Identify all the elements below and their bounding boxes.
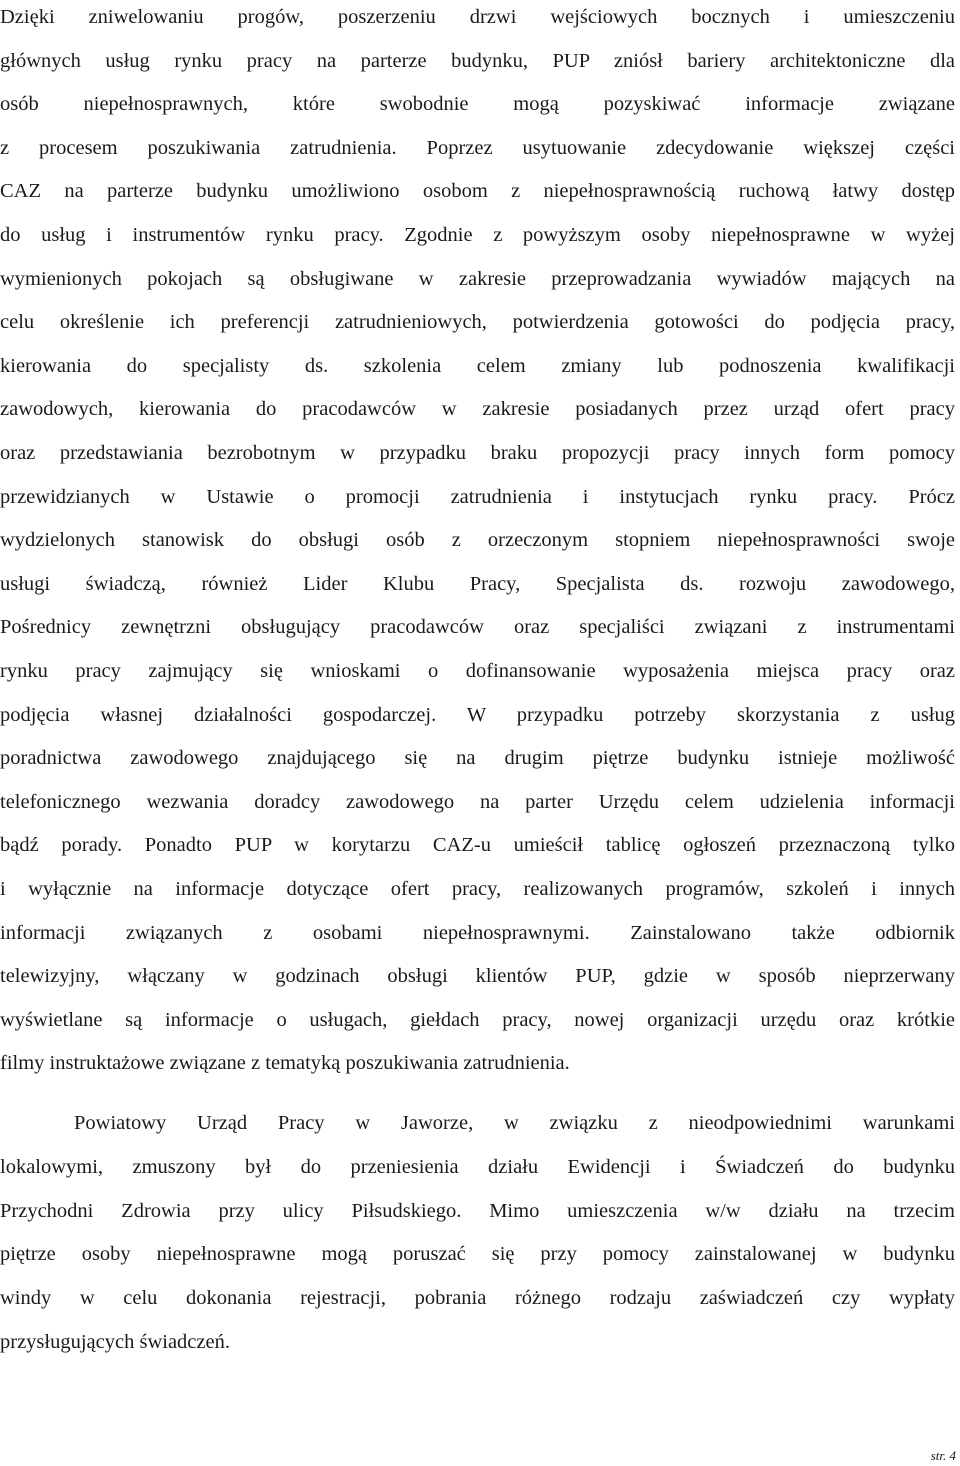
text-line: oraz przedstawiania bezrobotnym w przypadku braku propozycji pracy innych form pomocy: [0, 442, 955, 464]
text-line: telefonicznego wezwania doradcy zawodowego na parter Urzędu celem udzielenia informacji: [0, 790, 955, 813]
text-line: głównych usług rynku pracy na parterze budynku, PUP zniósł bariery architektoniczne dla: [0, 49, 955, 72]
text-line: filmy instruktażowe związane z tematyką poszukiwania zatrudnienia.: [0, 1052, 570, 1075]
text-line: wymienionych pokojach są obsługiwane w zakresie przeprowadzania wywiadów mających na: [0, 267, 955, 290]
text-line: zawodowych, kierowania do pracodawców w zakresie posiadanych przez urząd ofert pracy: [0, 398, 955, 421]
text-line: CAZ na parterze budynku umożliwiono osobom z niepełnosprawnością ruchową łatwy dostęp: [0, 180, 955, 203]
text-line: z procesem poszukiwania zatrudnienia. Poprzez usytuowanie zdecydowanie większej części: [0, 136, 955, 159]
text-line: usługi świadczą, również Lider Klubu Pracy, Specjalista ds. rozwoju zawodowego,: [0, 572, 955, 595]
text-line: podjęcia własnej działalności gospodarczej. W przypadku potrzeby skorzystania z usług: [0, 703, 955, 726]
text-line: do usług i instrumentów rynku pracy. Zgodnie z powyższym osoby niepełnosprawne w wyżej: [0, 224, 955, 246]
text-line: Pośrednicy zewnętrzni obsługujący pracodawców oraz specjaliści związani z instrumentami: [0, 616, 955, 639]
text-line: piętrze osoby niepełnosprawne mogą poruszać się przy pomocy zainstalowanej w budynku: [0, 1243, 955, 1266]
text-line: i wyłącznie na informacje dotyczące ofert pracy, realizowanych programów, szkoleń i innych: [0, 878, 955, 900]
text-line: bądź porady. Ponadto PUP w korytarzu CAZ-u umieścił tablicę ogłoszeń przeznaczoną tylko: [0, 834, 955, 857]
text-line: Przychodni Zdrowia przy ulicy Piłsudskiego. Mimo umieszczenia w/w działu na trzecim: [0, 1199, 955, 1222]
text-line: windy w celu dokonania rejestracji, pobrania różnego rodzaju zaświadczeń czy wypłaty: [0, 1287, 955, 1310]
text-line: telewizyjny, włączany w godzinach obsługi klientów PUP, gdzie w sposób nieprzerwany: [0, 965, 955, 988]
text-line: przysługujących świadczeń.: [0, 1331, 230, 1353]
text-line: osób niepełnosprawnych, które swobodnie mogą pozyskiwać informacje związane: [0, 93, 955, 116]
text-line: przewidzianych w Ustawie o promocji zatrudnienia i instytucjach rynku pracy. Prócz: [0, 485, 955, 508]
text-line: wyświetlane są informacje o usługach, giełdach pracy, nowej organizacji urzędu oraz krótkie: [0, 1008, 955, 1031]
text-line: Dzięki zniwelowaniu progów, poszerzeniu drzwi wejściowych bocznych i umieszczeniu: [0, 6, 955, 28]
text-line: informacji związanych z osobami niepełnosprawnymi. Zainstalowano także odbiornik: [0, 921, 955, 944]
text-line: celu określenie ich preferencji zatrudnieniowych, potwierdzenia gotowości do podjęcia pracy,: [0, 311, 955, 334]
text-line: wydzielonych stanowisk do obsługi osób z orzeczonym stopniem niepełnosprawności swoje: [0, 529, 955, 552]
page-number: str. 4: [930, 1448, 956, 1463]
text-line: kierowania do specjalisty ds. szkolenia celem zmiany lub podnoszenia kwalifikacji: [0, 354, 955, 377]
text-line: poradnictwa zawodowego znajdującego się na drugim piętrze budynku istnieje możliwość: [0, 747, 955, 770]
text-line: rynku pracy zajmujący się wnioskami o dofinansowanie wyposażenia miejsca pracy oraz: [0, 660, 955, 682]
text-line: Powiatowy Urząd Pracy w Jaworze, w związku z nieodpowiednimi warunkami: [74, 1112, 955, 1134]
text-line: lokalowymi, zmuszony był do przeniesienia działu Ewidencji i Świadczeń do budynku: [0, 1155, 955, 1178]
